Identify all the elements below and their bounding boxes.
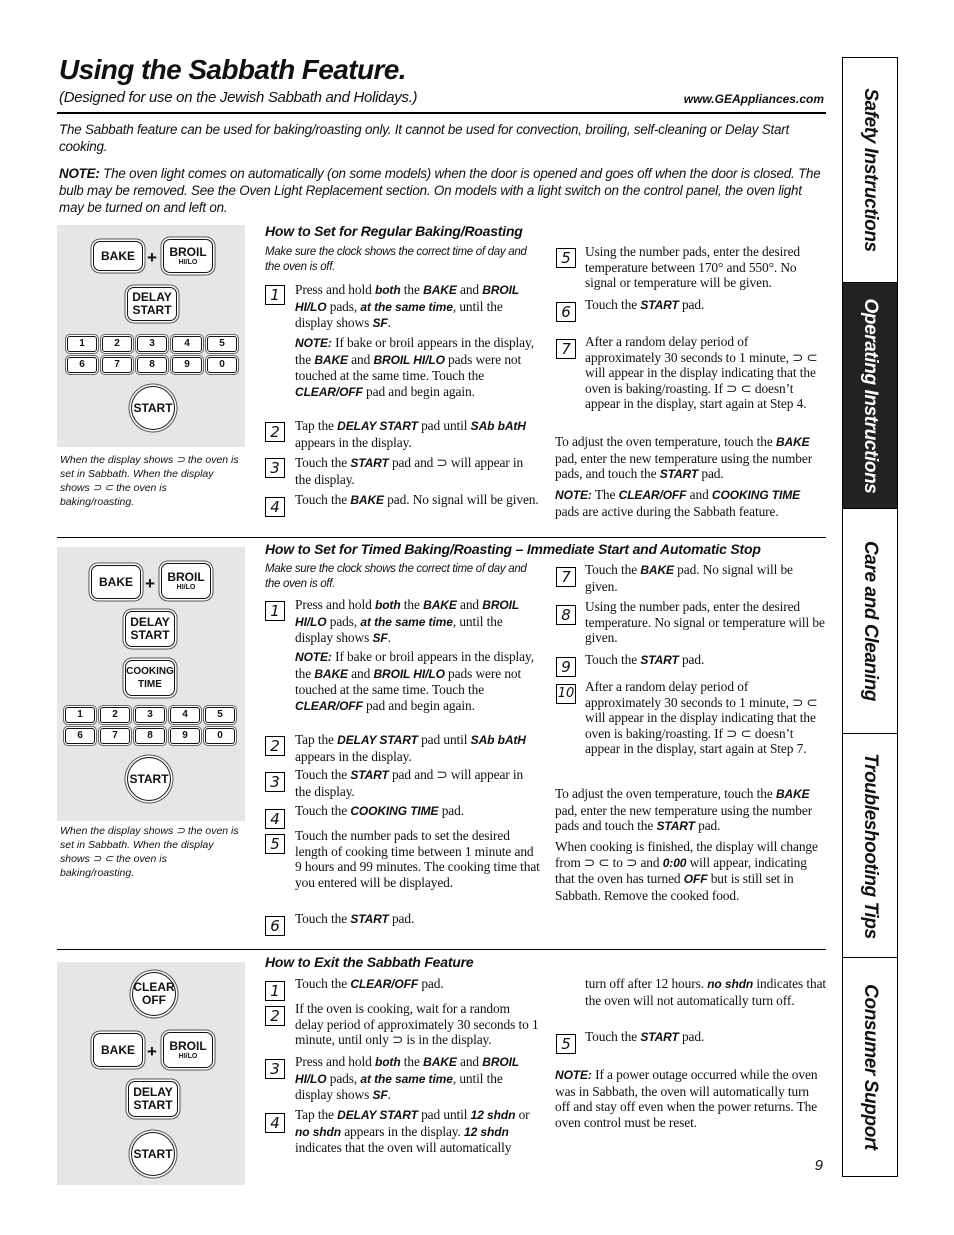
broil-hilo-pad: BROIL HI/LO	[163, 1032, 213, 1068]
step-number: 4	[265, 1113, 285, 1133]
step-text: Touch the number pads to set the desired length of cooking time between 1 minute and 9 hours and 99 minutes. The cooking time that you entered will be displayed.	[295, 828, 540, 890]
plus-sign: +	[147, 1042, 157, 1061]
tab-safety-instructions[interactable]	[843, 58, 897, 283]
note-label: NOTE:	[59, 166, 100, 181]
intro-paragraph: The Sabbath feature can be used for baking/roasting only. It cannot be used for convection, broiling, self-cleaning or Delay Start cooking.	[59, 122, 790, 154]
number-pad-1: 1	[65, 707, 95, 723]
number-pad-7: 7	[102, 357, 132, 373]
step-note: NOTE: If bake or broil appears in the display, the BAKE and BROIL HI/LO pads were not touched at the same time. Touch the CLEAR/OFF pad and begin again.	[295, 335, 534, 399]
step-number: 3	[265, 458, 285, 478]
tab-label: Consumer Support	[860, 984, 881, 1150]
number-pad-8: 8	[137, 357, 167, 373]
control-panel-illustration-1	[57, 225, 245, 447]
tab-troubleshooting-tips[interactable]	[843, 734, 897, 958]
step-text: Touch the START pad.	[585, 1029, 705, 1044]
step-note: NOTE: If bake or broil appears in the display, the BAKE and BROIL HI/LO pads were not touched at the same time. Touch the CLEAR/OFF pad and begin again.	[295, 649, 534, 713]
section-note: Make sure the clock shows the correct time of day and the oven is off.	[265, 246, 527, 273]
delay-start-pad: DELAY START	[128, 1081, 178, 1117]
step-number: 1	[265, 981, 285, 1001]
step-number: 6	[556, 302, 576, 322]
number-pad-6: 6	[67, 357, 97, 373]
delay-start-pad: DELAY START	[127, 287, 177, 321]
adjust-temperature-text: To adjust the oven temperature, touch the BAKE pad, enter the new temperature using the number pads, and touch the START pad.	[555, 434, 813, 482]
start-pad: START	[131, 1132, 175, 1176]
tab-operating-instructions[interactable]	[843, 283, 897, 509]
step-number: 4	[265, 809, 285, 829]
step-number: 1	[265, 285, 285, 305]
step-text: Press and hold both the BAKE and BROIL HI/LO pads, at the same time, until the display shows SF.	[295, 1054, 519, 1103]
step-number: 6	[265, 916, 285, 936]
number-pad-5: 5	[207, 336, 237, 352]
number-pad-2: 2	[102, 336, 132, 352]
number-pad-0: 0	[205, 728, 235, 744]
step-text: Tap the DELAY START pad until SAb bAtH appears in the display.	[295, 418, 526, 450]
step-text: Touch the START pad and ⊃ will appear in the display.	[295, 455, 524, 487]
step-text: Press and hold both the BAKE and BROIL HI/LO pads, at the same time, until the display shows SF.	[295, 282, 519, 331]
tab-label: Care and Cleaning	[860, 540, 881, 702]
step-text: Touch the START pad.	[585, 652, 705, 667]
active-pads-note: NOTE: The CLEAR/OFF and COOKING TIME pads are active during the Sabbath feature.	[555, 487, 801, 519]
step-number: 10	[556, 684, 576, 704]
tab-label: Operating Instructions	[860, 298, 881, 493]
step-text: Using the number pads, enter the desired temperature between 170° and 550°. No signal or temperature will be given.	[585, 244, 801, 291]
sabbath-display-caption: When the display shows ⊃ the oven is set in Sabbath. When the display shows ⊃ ⊂ the oven is baking/roasting.	[60, 825, 239, 879]
clear-off-pad: CLEAR OFF	[132, 972, 176, 1016]
step-text: Touch the START pad.	[585, 297, 705, 312]
adjust-temperature-text: To adjust the oven temperature, touch the BAKE pad, enter the new temperature using the number pads and touch the START pad.	[555, 786, 813, 834]
number-pad-3: 3	[135, 707, 165, 723]
step-number: 7	[556, 567, 576, 587]
step-text: Touch the BAKE pad. No signal will be given.	[295, 492, 539, 507]
step-number: 2	[265, 1006, 285, 1026]
number-pad-7: 7	[100, 728, 130, 744]
step-number: 5	[265, 834, 285, 854]
section-divider	[57, 949, 826, 950]
step-number: 5	[556, 248, 576, 268]
broil-hilo-pad: BROIL HI/LO	[163, 239, 213, 273]
number-pad-0: 0	[207, 357, 237, 373]
step-number: 3	[265, 772, 285, 792]
number-pad-4: 4	[172, 336, 202, 352]
intro-note	[59, 165, 827, 216]
step-text: Touch the COOKING TIME pad.	[295, 803, 464, 818]
step-number: 9	[556, 657, 576, 677]
step-number: 4	[265, 497, 285, 517]
side-tabs	[842, 57, 898, 1177]
number-pad-9: 9	[172, 357, 202, 373]
step-text: After a random delay period of approximately 30 seconds to 1 minute, ⊃ ⊂ will appear in the display indicating that the oven is baking/roasting. If ⊃ ⊂ doesn’t appear in the display, start again at Step 7.	[585, 679, 818, 757]
section-heading-exit-sabbath: How to Exit the Sabbath Feature	[265, 954, 474, 970]
sabbath-display-caption: When the display shows ⊃ the oven is set in Sabbath. When the display shows ⊃ ⊂ the oven is baking/roasting.	[60, 454, 239, 508]
start-pad: START	[131, 386, 175, 430]
step-text-continued: turn off after 12 hours. no shdn indicates that the oven will not automatically turn off.	[585, 976, 827, 1008]
section-heading-timed-baking: How to Set for Timed Baking/Roasting – Immediate Start and Automatic Stop	[265, 541, 761, 557]
number-pad-8: 8	[135, 728, 165, 744]
control-panel-illustration-2	[57, 547, 245, 821]
bake-pad: BAKE	[93, 241, 143, 271]
tab-consumer-support[interactable]	[843, 958, 897, 1176]
number-pad-3: 3	[137, 336, 167, 352]
bake-pad: BAKE	[93, 1033, 143, 1067]
bake-pad: BAKE	[91, 565, 141, 599]
step-number: 1	[265, 601, 285, 621]
header-rule	[57, 112, 826, 114]
step-text: Press and hold both the BAKE and BROIL HI/LO pads, at the same time, until the display shows SF.	[295, 597, 519, 646]
broil-hilo-pad: BROIL HI/LO	[161, 563, 211, 599]
step-number: 3	[265, 1059, 285, 1079]
step-text: Touch the START pad.	[295, 911, 415, 926]
cooking-time-pad: COOKING TIME	[125, 660, 175, 696]
section-divider	[57, 537, 826, 538]
start-pad: START	[127, 757, 171, 801]
cooking-finished-text: When cooking is finished, the display will change from ⊃ ⊂ to ⊃ and 0:00 will appear, indicating that the oven has turned OFF but is still set in Sabbath. Remove the cooked food.	[555, 839, 818, 903]
intro-note-text: The oven light comes on automatically (on some models) when the door is opened and goes off when the door is closed. The bulb may be removed. See the Oven Light Replacement section. On models with a light switch on the control panel, the oven light may be turned on and left on.	[59, 166, 821, 215]
tab-label: Safety Instructions	[860, 88, 881, 252]
section-note: Make sure the clock shows the correct time of day and the oven is off.	[265, 563, 527, 590]
number-pad-6: 6	[65, 728, 95, 744]
step-text: Tap the DELAY START pad until 12 shdn or no shdn appears in the display. 12 shdn indicates that the oven will automatically	[295, 1107, 530, 1156]
step-number: 7	[556, 339, 576, 359]
step-text: Tap the DELAY START pad until SAb bAtH appears in the display.	[295, 732, 526, 764]
step-text: After a random delay period of approximately 30 seconds to 1 minute, ⊃ ⊂ will appear in the display indicating that the oven is baking/roasting. If ⊃ ⊂ doesn’t appear in the display, start again at Step 4.	[585, 334, 818, 412]
plus-sign: +	[147, 248, 157, 267]
power-outage-note: NOTE: If a power outage occurred while the oven was in Sabbath, the oven will automatically turn off and stay off even when the power returns. The oven control must be reset.	[555, 1067, 818, 1130]
step-number: 5	[556, 1034, 576, 1054]
number-pad-5: 5	[205, 707, 235, 723]
step-text: Touch the START pad and ⊃ will appear in the display.	[295, 767, 524, 799]
number-pad-1: 1	[67, 336, 97, 352]
page-title: Using the Sabbath Feature.	[59, 54, 406, 85]
step-number: 2	[265, 736, 285, 756]
step-text: Using the number pads, enter the desired temperature. No signal or temperature will be given.	[585, 599, 825, 646]
step-text: If the oven is cooking, wait for a random delay period of approximately 30 seconds to 1 minute, until only ⊃ is in the display.	[295, 1001, 539, 1048]
delay-start-pad: DELAY START	[125, 611, 175, 647]
step-text: Touch the BAKE pad. No signal will be given.	[585, 562, 793, 594]
step-number: 8	[556, 605, 576, 625]
control-panel-illustration-3	[57, 962, 245, 1185]
page-subtitle: (Designed for use on the Jewish Sabbath and Holidays.)	[59, 89, 418, 106]
tab-label: Troubleshooting Tips	[860, 752, 881, 939]
step-number: 2	[265, 422, 285, 442]
tab-care-and-cleaning[interactable]	[843, 509, 897, 734]
section-heading-regular-baking: How to Set for Regular Baking/Roasting	[265, 223, 523, 239]
number-pad-2: 2	[100, 707, 130, 723]
page-number: 9	[814, 1157, 823, 1174]
step-text: Touch the CLEAR/OFF pad.	[295, 976, 444, 991]
website-link[interactable]: www.GEAppliances.com	[683, 92, 824, 106]
number-pad-4: 4	[170, 707, 200, 723]
plus-sign: +	[145, 574, 155, 593]
number-pad-9: 9	[170, 728, 200, 744]
